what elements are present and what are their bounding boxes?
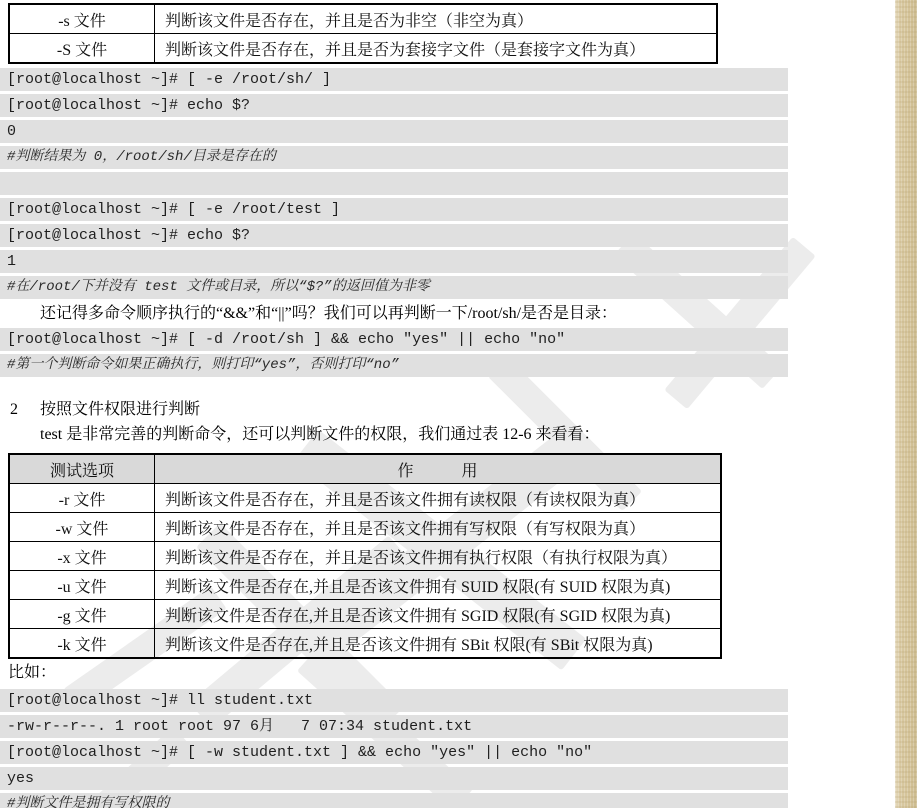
- body-paragraph: 还记得多命令顺序执行的“&&”和“||”吗？我们可以再判断一下/root/sh/是否是目录：: [40, 305, 618, 322]
- code-line: [root@localhost ~]# echo $?: [0, 224, 788, 247]
- code-line: yes: [0, 767, 788, 790]
- description-cell: 判断该文件是否存在，并且是否该文件拥有读权限（有读权限为真）: [155, 484, 722, 513]
- test-options-table-continued: [8, 3, 718, 64]
- section-heading: [0, 399, 917, 421]
- code-blank-line: [0, 172, 788, 195]
- code-comment-line: #判断结果为 0，/root/sh/目录是存在的: [0, 146, 788, 169]
- description-cell: 判断该文件是否存在,并且是否该文件拥有 SUID 权限(有 SUID 权限为真): [155, 571, 722, 600]
- option-cell: -x 文件: [9, 542, 155, 571]
- code-block-test-e: [0, 68, 917, 299]
- description-cell: 判断该文件是否存在，并且是否为非空（非空为真）: [155, 4, 718, 34]
- code-line: 0: [0, 120, 788, 143]
- code-block-test-w: [0, 689, 917, 808]
- option-cell: -k 文件: [9, 629, 155, 659]
- code-line: -rw-r--r--. 1 root root 97 6月 7 07:34 student.txt: [0, 715, 788, 738]
- option-cell: -w 文件: [9, 513, 155, 542]
- description-cell: 判断该文件是否存在，并且是否该文件拥有执行权限（有执行权限为真）: [155, 542, 722, 571]
- section-title: 按照文件权限进行判断: [40, 401, 201, 418]
- code-comment-line: #判断文件是拥有写权限的: [0, 793, 788, 808]
- description-cell: 判断该文件是否存在,并且是否该文件拥有 SBit 权限(有 SBit 权限为真): [155, 629, 722, 659]
- description-cell: 判断该文件是否存在,并且是否该文件拥有 SGID 权限(有 SGID 权限为真): [155, 600, 722, 629]
- code-line: 1: [0, 250, 788, 273]
- table-row: [9, 571, 721, 600]
- page-content: [0, 3, 917, 808]
- header-action-cell: 作 用: [155, 454, 722, 484]
- option-cell: -S 文件: [9, 34, 155, 64]
- code-line: [root@localhost ~]# [ -d /root/sh ] && echo ″yes″ || echo ″no″: [0, 328, 788, 351]
- table-row: [9, 513, 721, 542]
- code-line: [root@localhost ~]# [ -e /root/test ]: [0, 198, 788, 221]
- option-cell: -u 文件: [9, 571, 155, 600]
- code-comment-line: #第一个判断命令如果正确执行，则打印“yes”，否则打印“no”: [0, 354, 788, 377]
- scanned-page-edge: [895, 0, 917, 808]
- table-row: [9, 4, 717, 34]
- header-option-cell: 测试选项: [9, 454, 155, 484]
- description-cell: 判断该文件是否存在，并且是否该文件拥有写权限（有写权限为真）: [155, 513, 722, 542]
- table-row: [9, 629, 721, 659]
- code-block-test-d: [0, 328, 917, 377]
- code-comment-line: #在/root/下并没有 test 文件或目录，所以“$?”的返回值为非零: [0, 276, 788, 299]
- table-row: [9, 600, 721, 629]
- code-line: [root@localhost ~]# echo $?: [0, 94, 788, 117]
- code-line: [root@localhost ~]# [ -e /root/sh/ ]: [0, 68, 788, 91]
- table-row: [9, 34, 717, 64]
- permission-table: [8, 453, 722, 659]
- body-paragraph: 比如：: [8, 664, 57, 681]
- option-cell: -r 文件: [9, 484, 155, 513]
- section-number: 2: [10, 401, 18, 418]
- code-line: [root@localhost ~]# [ -w student.txt ] && echo ″yes″ || echo ″no″: [0, 741, 788, 764]
- table-row: [9, 484, 721, 513]
- body-paragraph: test 是非常完善的判断命令，还可以判断文件的权限，我们通过表 12-6 来看看：: [40, 426, 600, 443]
- table-row: [9, 542, 721, 571]
- option-cell: -g 文件: [9, 600, 155, 629]
- code-line: [root@localhost ~]# ll student.txt: [0, 689, 788, 712]
- description-cell: 判断该文件是否存在，并且是否为套接字文件（是套接字文件为真）: [155, 34, 718, 64]
- option-cell: -s 文件: [9, 4, 155, 34]
- table-header-row: [9, 454, 721, 484]
